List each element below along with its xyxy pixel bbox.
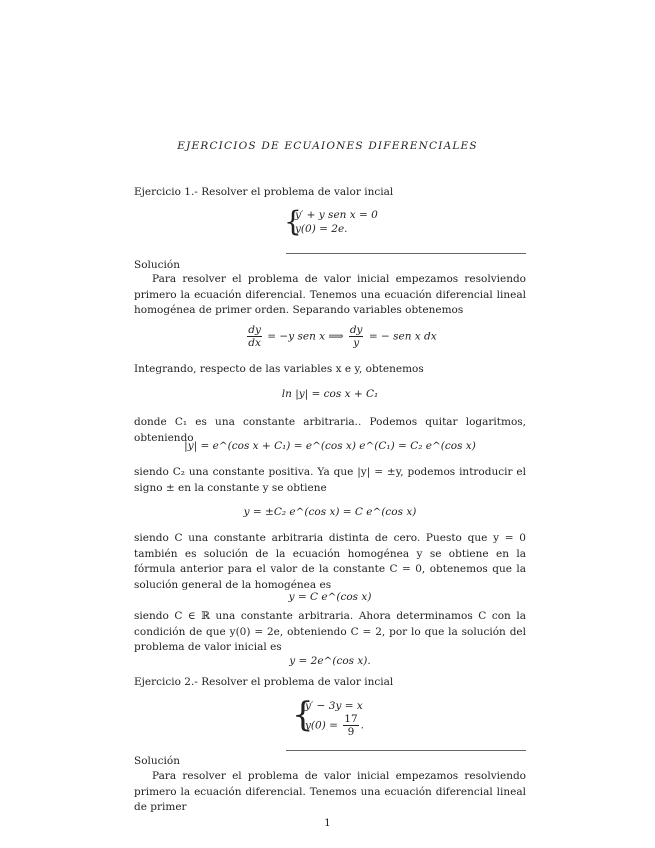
solution-1-heading: Solución (134, 259, 180, 271)
exponential-equation: |y| = e^(cos x + C₁) = e^(cos x) e^(C₁) = C₂ e^(cos x) (184, 440, 476, 452)
exercise-1-initial-condition: y(0) = 2e. (295, 223, 348, 235)
separation-equation: $\frac{dy}{dx}$ = −y sen x ⟹ $\frac{dy}{y}$ = − sen x dx (248, 324, 437, 349)
solution-1-intro: Para resolver el problema de valor inicial empezamos resolviendo primero la ecuación diferencial. Tenemos una ecuación diferencial lineal homogénea de primer orden. Separando variables obtenemos (134, 273, 526, 316)
exercise-1-system (284, 205, 378, 238)
section-divider (286, 750, 526, 751)
left-brace-icon: { (284, 205, 302, 238)
general-solution-equation: y = C e^(cos x) (288, 591, 372, 603)
document-title: EJERCICIOS DE ECUAIONES DIFERENCIALES (177, 140, 478, 152)
fraction-dy-y: $\frac{dy}{y}$ (349, 324, 363, 349)
page-number: 1 (324, 817, 331, 829)
exercise-2-initial-condition: y(0) = $\frac{17}{9}$ . (305, 713, 365, 738)
fraction-dy-dx: $\frac{dy}{dx}$ (248, 324, 261, 349)
final-solution-equation: y = 2e^(cos x). (289, 655, 371, 667)
plus-minus-equation: y = ±C₂ e^(cos x) = C e^(cos x) (243, 506, 417, 518)
exercise-2-label: Ejercicio 2.- (134, 676, 198, 688)
integrating-text: Integrando, respecto de las variables x e y, obtenemos (134, 363, 424, 375)
fraction-17-9: $\frac{17}{9}$ (344, 713, 358, 738)
left-brace-icon: { (292, 695, 314, 735)
exercise-1-equation: y′ + y sen x = 0 (295, 209, 378, 221)
being-cr-text: siendo C ∈ ℝ una constante arbitraria. Ahora determinamos C con la condición de que y(0) = 2e, obteniendo C = 2, por lo que la solución del problema de valor inicial es (134, 610, 526, 653)
exercise-2-system (292, 695, 365, 738)
exercise-2-statement: Resolver el problema de valor incial (201, 676, 394, 688)
where-c1-text: donde C₁ es una constante arbitraria.. Podemos quitar logaritmos, obteniendo (134, 416, 526, 444)
being-c2-text: siendo C₂ una constante positiva. Ya que |y| = ±y, podemos introducir el signo ± en la constante y se obtiene (134, 466, 526, 494)
section-divider (286, 253, 526, 254)
solution-2-intro: Para resolver el problema de valor inicial empezamos resolviendo primero la ecuación diferencial. Tenemos una ecuación diferencial lineal de primer (134, 770, 526, 813)
exercise-1-statement: Resolver el problema de valor incial (201, 186, 394, 198)
exercise-2-heading (134, 676, 393, 688)
solution-2-heading: Solución (134, 755, 180, 767)
exercise-1-label: Ejercicio 1.- (134, 186, 198, 198)
exercise-1-heading (134, 186, 393, 198)
log-equation: ln |y| = cos x + C₁ (281, 388, 379, 400)
exercise-2-equation: y′ − 3y = x (305, 700, 363, 712)
being-c-text: siendo C una constante arbitraria distinta de cero. Puesto que y = 0 también es solución de la ecuación homogénea y se obtiene en la fórmula anterior para el valor de la constante C = 0, obtenemos que la solución general de la homogénea es (134, 532, 526, 591)
